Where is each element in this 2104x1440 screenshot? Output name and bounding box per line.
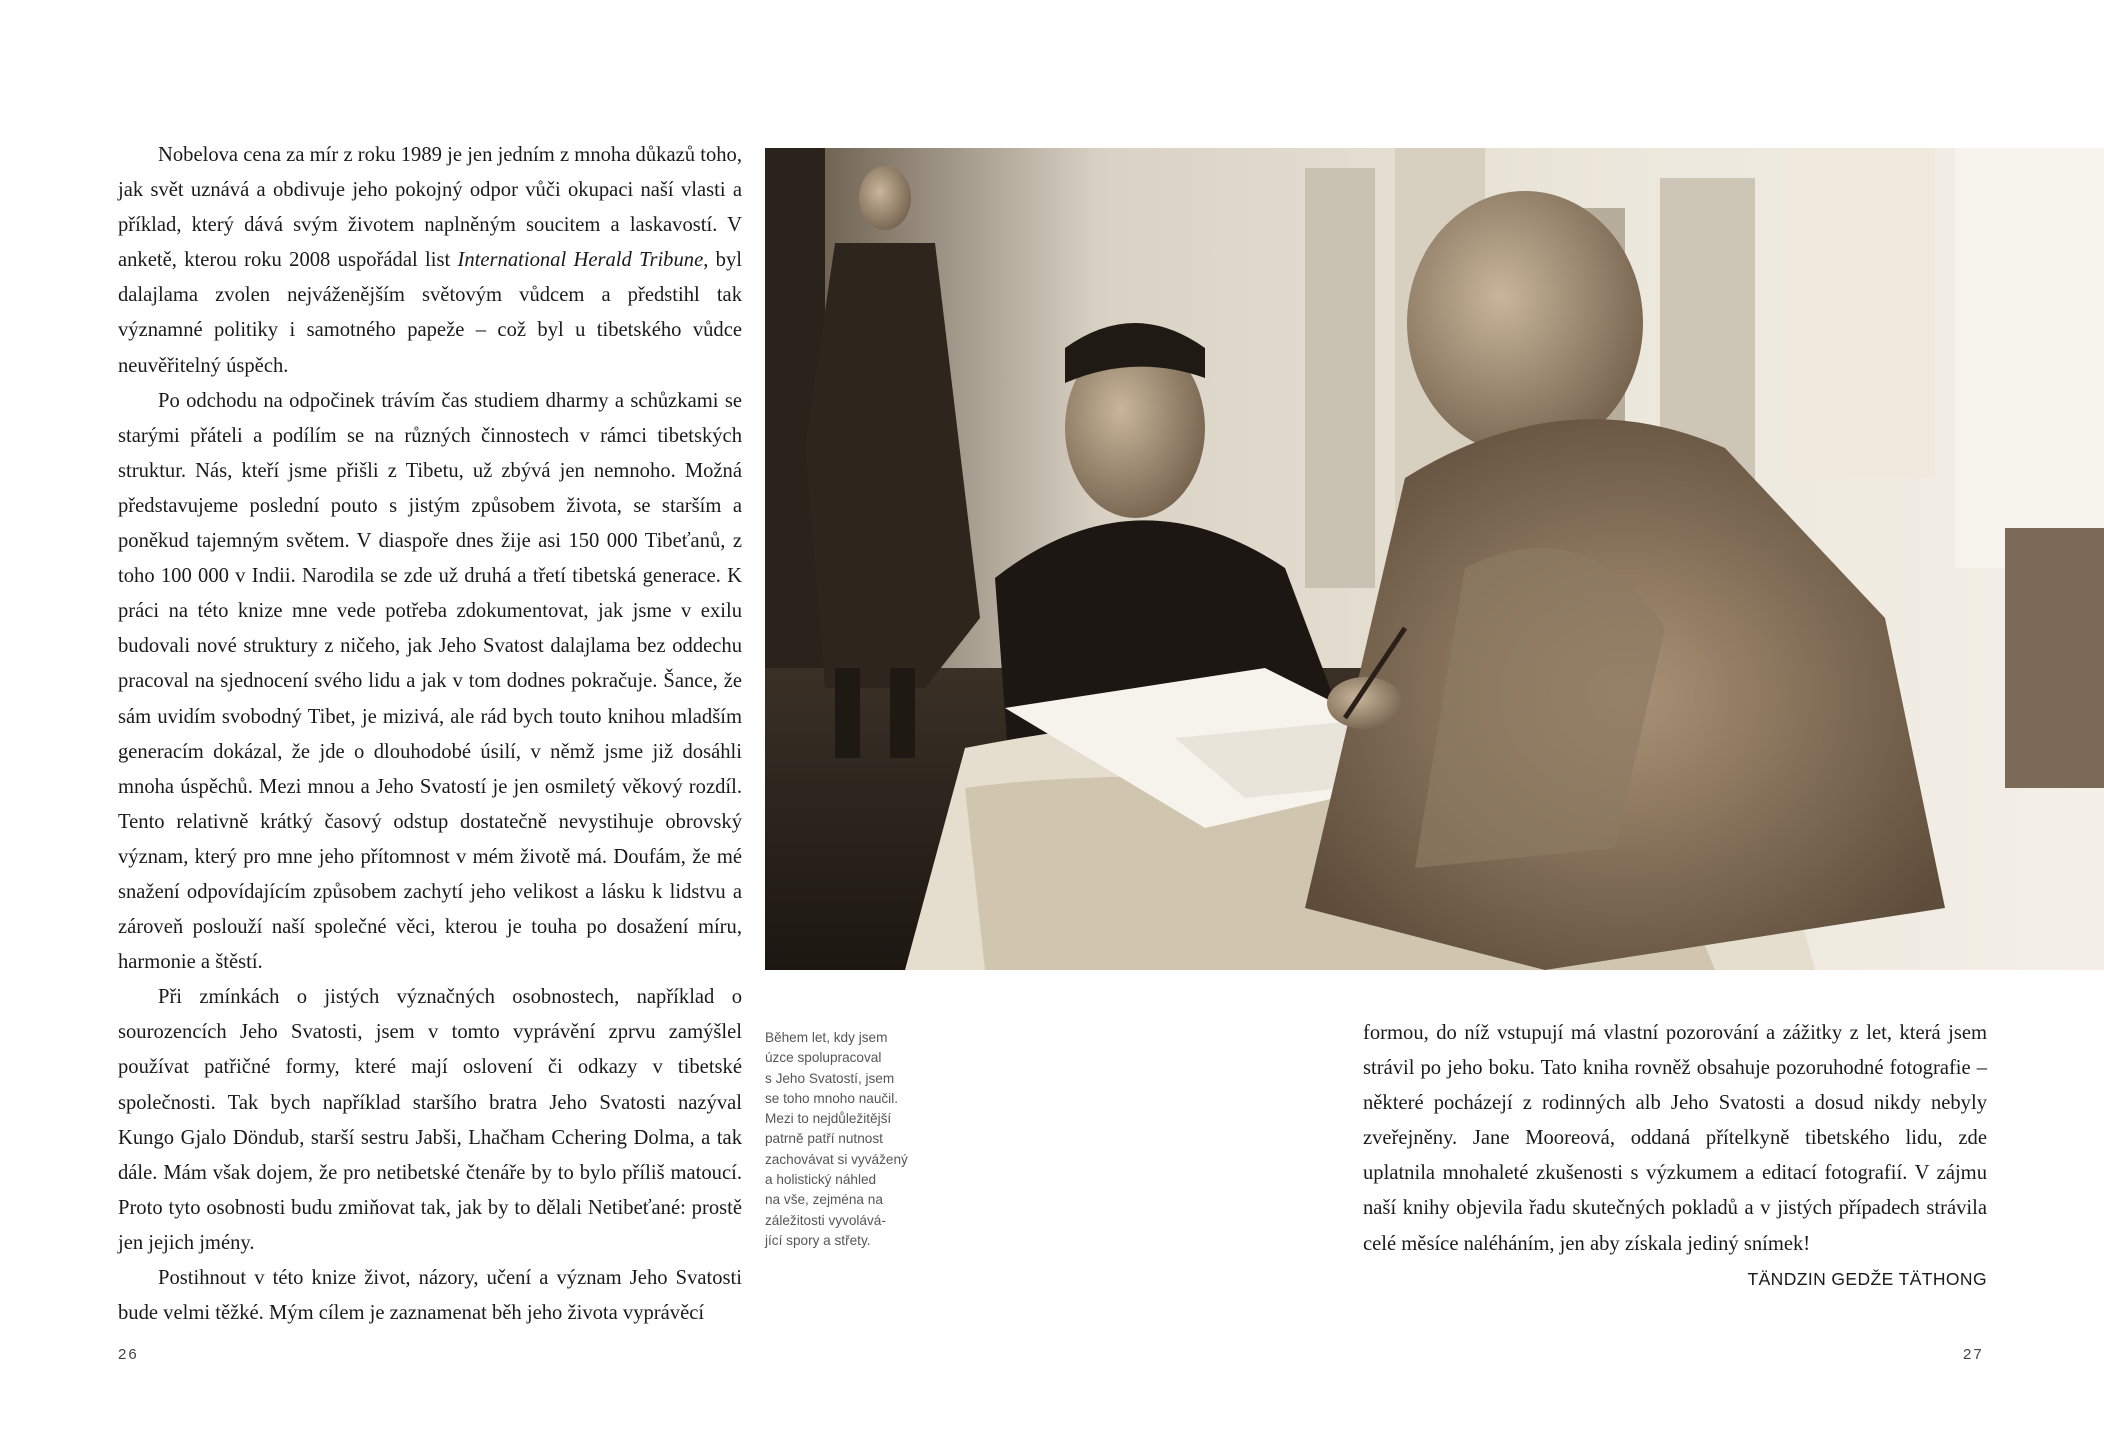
paragraph-continued: formou, do níž vstupují má vlastní pozorování a zážitky z let, která jsem strávil po jeho boku. Tato kniha rovněž obsahuje pozoruhodné fotografie – některé pocházejí z rodinných alb Jeho Svatosti a dosud nikdy nebyly zveřejněny. Jane Mooreová, oddaná přítelkyně tibetského lidu, zde uplatnila mnohaleté zkušenosti s výzkumem a editací fotografií. V zájmu naší knihy objevila řadu skutečných pokladů a v jistých případech strávila celé měsíce naléháním, jen aby získala jediný snímek! <box>1363 1022 1987 1255</box>
photo-monks-reviewing-document <box>765 148 2104 970</box>
paragraph-1: Nobelova cena za mír z roku 1989 je jen jedním z mnoha důkazů toho, jak svět uznává a obdivuje jeho pokojný odpor vůči okupaci naší vlasti a příklad, který dává svým životem naplněným soucitem a laskavostí. V anketě, kterou roku 2008 uspořádal list International Herald Tribune, byl dalajlama zvolen nejváženějším světovým vůdcem a předstihl tak významné politiky i samotného papeže – což byl u tibetského vůdce neuvěřitelný úspěch. <box>118 144 742 377</box>
paragraph-2: Po odchodu na odpočinek trávím čas studiem dharmy a schůzkami se starými přáteli a podílím se na různých činnostech v rámci tibetských struktur. Nás, kteří jsme přišli z Tibetu, už zbývá jen nemnoho. Možná představujeme poslední pouto s jistým způsobem života, se starším a poněkud tajemným světem. V diaspoře dnes žije asi 150 000 Tibeťanů, z toho 100 000 v Indii. Narodila se zde už druhá a třetí tibetská generace. K práci na této knize mne vede potřeba zdokumentovat, jak jsme v exilu budovali nové struktury z ničeho, jak Jeho Svatost dalajlama bez oddechu pracoval na sjednocení svého lidu a jak v tom dodnes pokračuje. Šance, že sám uvidím svobodný Tibet, je mizivá, ale rád bych touto knihou mladším generacím dokázal, že jde o dlouhodobé úsilí, v němž jsme již dosáhli mnoha úspěchů. Mezi mnou a Jeho Svatostí je jen osmiletý věkový rozdíl. Tento relativně krátký časový odstup dostatečně nevystihuje obrovský význam, který pro mne jeho přítomnost v mém životě má. Doufám, že mé snažení odpovídajícím způsobem zachytí jeho velikost a lásku k lidstvu a zároveň poslouží naší společné věci, kterou je touha po dosažení míru, harmonie a štěstí. <box>118 389 742 974</box>
paragraph-3: Při zmínkách o jistých význačných osobnostech, například o sourozencích Jeho Svatosti, jsem v tomto vyprávění zprvu zamýšlel používat patřičné formy, které mají oslovení či odkazy v tibetské společnosti. Tak bych například staršího bratra Jeho Svatosti nazýval Kungo Gjalo Döndub, starší sestru Jabši, Lhačham Cchering Dolma, a tak dále. Mám však dojem, že pro netibetské čtenáře by to bylo příliš matoucí. Proto tyto osobnosti budu zmiňovat tak, jak by to dělali Netibeťané: prostě jen jejich jmény. <box>118 986 742 1254</box>
page-number-left: 26 <box>118 1346 139 1363</box>
author-signature: TÄNDZIN GEDŽE TÄTHONG <box>1747 1268 1987 1289</box>
page-number-right: 27 <box>1963 1346 1984 1363</box>
newspaper-title: International Herald Tribune <box>457 249 704 272</box>
left-page-body <box>118 138 742 1331</box>
photo-caption: Během let, kdy jsem úzce spolupracoval s Jeho Svatostí, jsem se toho mnoho naučil. Mezi to nejdůležitější patrně patří nutnost zachovávat si vyvážený a holistický náhled na vše, zejména na záležitosti vyvolává- jící spory a střety. <box>765 1030 908 1248</box>
right-page-body <box>1363 1016 1987 1297</box>
paragraph-4: Postihnout v této knize život, názory, učení a význam Jeho Svatosti bude velmi těžké. Mým cílem je zaznamenat běh jeho života vyprávěcí <box>118 1267 742 1325</box>
